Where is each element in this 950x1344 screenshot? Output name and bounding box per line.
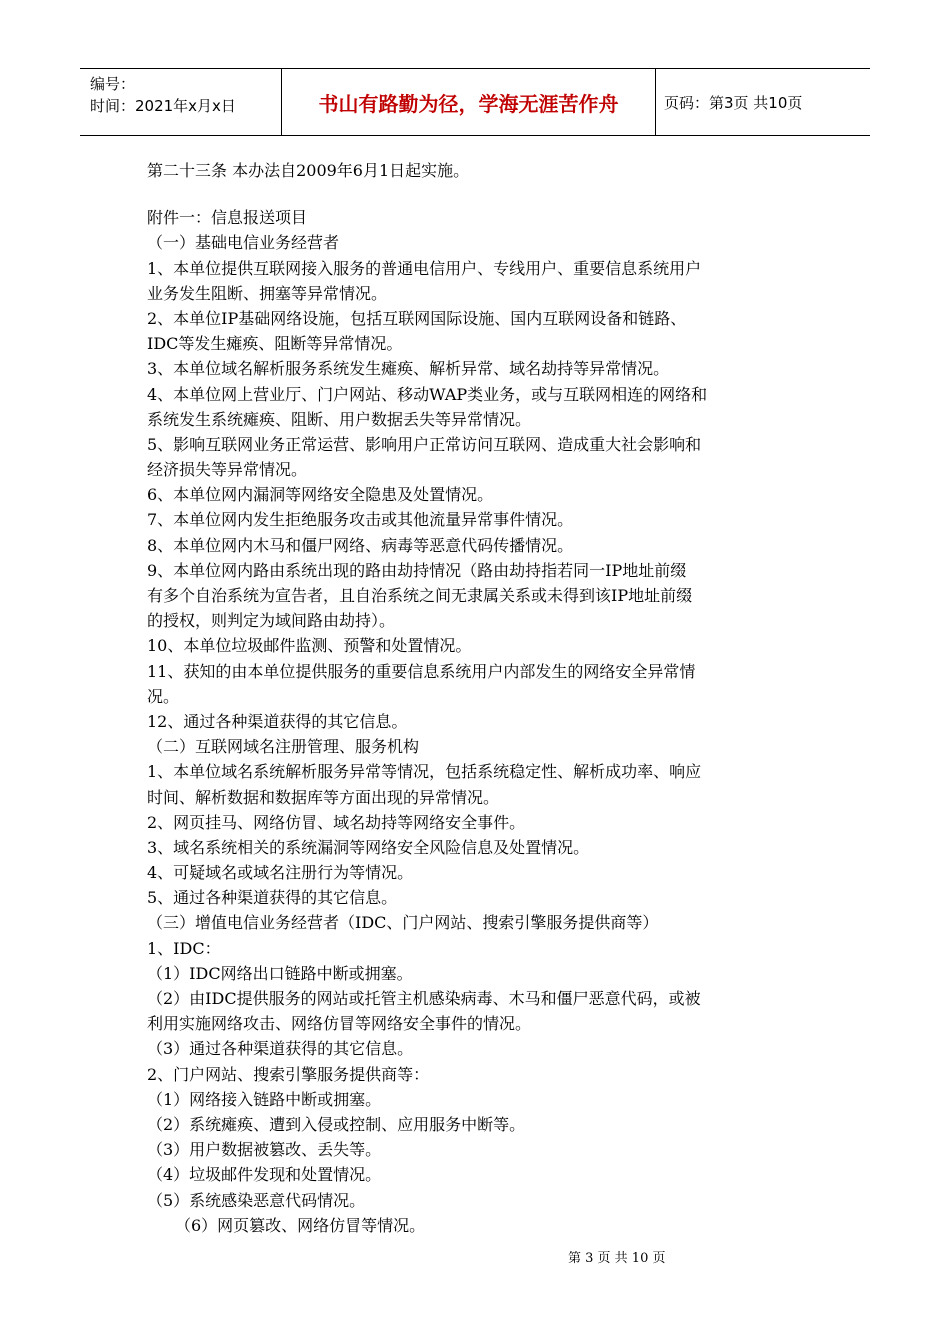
body-line: 1、本单位域名系统解析服务异常等情况，包括系统稳定性、解析成功率、响应 xyxy=(147,762,702,782)
body-line: 的授权，则判定为域间路由劫持）。 xyxy=(147,611,396,631)
body-line: 5、通过各种渠道获得的其它信息。 xyxy=(147,888,398,908)
body-line: 2、本单位IP基础网络设施，包括互联网国际设施、国内互联网设备和链路、 xyxy=(147,308,687,328)
body-line: 7、本单位网内发生拒绝服务攻击或其他流量异常事件情况。 xyxy=(147,510,574,530)
paragraph-gap xyxy=(147,183,817,205)
body-line: 利用实施网络攻击、网络仿冒等网络安全事件的情况。 xyxy=(147,1014,532,1034)
header-meta xyxy=(80,69,282,135)
body-line: （二）互联网域名注册管理、服务机构 xyxy=(147,737,420,757)
body-line: 2、网页挂马、网络仿冒、域名劫持等网络安全事件。 xyxy=(147,812,526,832)
body-line: （4）垃圾邮件发现和处置情况。 xyxy=(147,1165,382,1185)
body-line: 12、通过各种渠道获得的其它信息。 xyxy=(147,711,408,731)
page-header xyxy=(80,68,870,136)
header-motto: 书山有路勤为径，学海无涯苦作舟 xyxy=(282,69,656,135)
body-line: 1、IDC： xyxy=(147,938,221,958)
body-line: （三）增值电信业务经营者（IDC、门户网站、搜索引擎服务提供商等） xyxy=(147,913,659,933)
body-line: （3）用户数据被篡改、丢失等。 xyxy=(147,1140,382,1160)
body-line: 系统发生系统瘫痪、阻断、用户数据丢失等异常情况。 xyxy=(147,409,532,429)
body-line: （一）基础电信业务经营者 xyxy=(147,233,340,253)
body-line: 4、可疑域名或域名注册行为等情况。 xyxy=(147,863,414,883)
body-line: 业务发生阻断、拥塞等异常情况。 xyxy=(147,283,388,303)
body-line: （2）系统瘫痪、遭到入侵或控制、应用服务中断等。 xyxy=(147,1114,526,1134)
header-page-number: 页码：第3页 共10页 xyxy=(664,93,803,112)
body-line: （2）由IDC提供服务的网站或托管主机感染病毒、木马和僵尸恶意代码，或被 xyxy=(147,989,701,1008)
body-line: 9、本单位网内路由系统出现的路由劫持情况（路由劫持指若同一IP地址前缀 xyxy=(147,560,687,580)
body-line: （5）系统感染恶意代码情况。 xyxy=(147,1190,366,1210)
body-line: 时间、解析数据和数据库等方面出现的异常情况。 xyxy=(147,787,500,807)
body-line: 10、本单位垃圾邮件监测、预警和处置情况。 xyxy=(147,636,472,656)
body-line: 6、本单位网内漏洞等网络安全隐患及处置情况。 xyxy=(147,485,494,505)
body-line: 有多个自治系统为宣告者，且自治系统之间无隶属关系或未得到该IP地址前缀 xyxy=(147,586,693,605)
document-number-label: 编号： xyxy=(90,75,136,93)
body-line: （3）通过各种渠道获得的其它信息。 xyxy=(147,1039,414,1059)
body-line: 2、门户网站、搜索引擎服务提供商等： xyxy=(147,1064,430,1084)
body-line: 8、本单位网内木马和僵尸网络、病毒等恶意代码传播情况。 xyxy=(147,535,574,555)
document-body xyxy=(147,158,817,1238)
article-line: 第二十三条 本办法自2009年6月1日起实施。 xyxy=(147,161,470,180)
body-line: 经济损失等异常情况。 xyxy=(147,460,308,480)
body-line: （1）网络接入链路中断或拥塞。 xyxy=(147,1089,382,1109)
body-line: 11、获知的由本单位提供服务的重要信息系统用户内部发生的网络安全异常情 xyxy=(147,661,696,681)
attachment-content xyxy=(147,205,817,1238)
document-date-label: 时间：2021年x月x日 xyxy=(90,97,236,115)
body-line: IDC等发生瘫痪、阻断等异常情况。 xyxy=(147,334,403,354)
body-line: 3、域名系统相关的系统漏洞等网络安全风险信息及处置情况。 xyxy=(147,837,590,857)
body-line: 况。 xyxy=(147,686,180,706)
body-line: 1、本单位提供互联网接入服务的普通电信用户、专线用户、重要信息系统用户 xyxy=(147,258,702,278)
page-footer: 第 3 页 共 10 页 xyxy=(568,1251,666,1266)
body-line: 附件一：信息报送项目 xyxy=(147,208,308,228)
body-line: （1）IDC网络出口链路中断或拥塞。 xyxy=(147,963,413,983)
body-line: 4、本单位网上营业厅、门户网站、移动WAP类业务，或与互联网相连的网络和 xyxy=(147,384,708,404)
body-line: 3、本单位域名解析服务系统发生瘫痪、解析异常、域名劫持等异常情况。 xyxy=(147,359,670,379)
body-line: （6）网页篡改、网络仿冒等情况。 xyxy=(175,1215,426,1235)
body-line: 5、影响互联网业务正常运营、影响用户正常访问互联网、造成重大社会影响和 xyxy=(147,434,702,454)
